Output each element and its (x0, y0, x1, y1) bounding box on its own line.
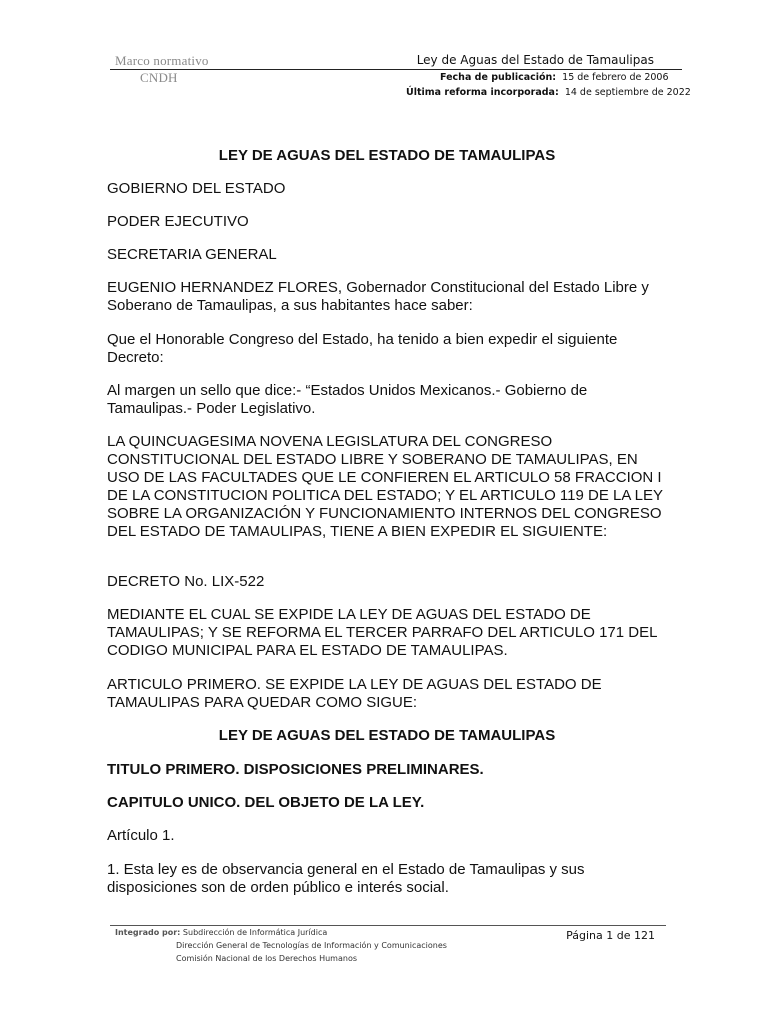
paragraph-congreso: Que el Honorable Congreso del Estado, ha tenido a bien expedir el siguiente Decreto: (107, 331, 618, 366)
footer-label: Integrado por: (115, 928, 181, 937)
header-left-line2: CNDH (140, 70, 178, 85)
paragraph-decreto: DECRETO No. LIX-522 (107, 573, 265, 590)
paragraph-sello: Al margen un sello que dice:- “Estados Unidos Mexicanos.- Gobierno de Tamaulipas.- Poder Legislativo. (107, 382, 588, 417)
footer-line3: Comisión Nacional de los Derechos Humanos (176, 954, 358, 963)
header-document-title: Ley de Aguas del Estado de Tamaulipas (416, 53, 654, 67)
publication-date-label: Fecha de publicación: (440, 72, 557, 83)
paragraph-governor: EUGENIO HERNANDEZ FLORES, Gobernador Constitucional del Estado Libre y Soberano de Tamaulipas, a sus habitantes hace saber: (107, 279, 649, 314)
document-title: LEY DE AGUAS DEL ESTADO DE TAMAULIPAS (218, 147, 556, 164)
header-left-line1: Marco normativo (115, 53, 209, 68)
footer-sub-line1: Subdirección de Informática Jurídica (182, 928, 328, 937)
law-title: LEY DE AGUAS DEL ESTADO DE TAMAULIPAS (218, 727, 556, 744)
last-reform-row (406, 87, 691, 98)
paragraph-legislatura: LA QUINCUAGESIMA NOVENA LEGISLATURA DEL CONGRESO CONSTITUCIONAL DEL ESTADO LIBRE Y SOBERANO DE TAMAULIPAS, EN USO DE LAS FACULTADES QUE LE CONFIEREN EL ARTICULO 58 FRACCION I DE LA CONSTITUCION POLITICA DEL ESTADO; Y EL ARTICULO 119 DE LA LEY SOBRE LA ORGANIZACIÓN Y FUNCIONAMIENTO INTERNOS DEL CONGRESO DEL ESTADO DE TAMAULIPAS, TIENE A BIEN EXPEDIR EL SIGUIENTE: (107, 433, 663, 540)
paragraph-poder: PODER EJECUTIVO (107, 213, 249, 230)
paragraph-mediante: MEDIANTE EL CUAL SE EXPIDE LA LEY DE AGUAS DEL ESTADO DE TAMAULIPAS; Y SE REFORMA EL TERCER PARRAFO DEL ARTICULO 171 DEL CODIGO MUNICIPAL PARA EL ESTADO DE TAMAULIPAS. (107, 606, 657, 659)
publication-date-row (440, 72, 669, 83)
paragraph-articulo-primero: ARTICULO PRIMERO. SE EXPIDE LA LEY DE AGUAS DEL ESTADO DE TAMAULIPAS PARA QUEDAR COMO SIGUE: (107, 676, 602, 711)
footer-rule (110, 925, 666, 926)
last-reform-value: 14 de septiembre de 2022 (564, 87, 691, 98)
footer-line1 (115, 928, 327, 937)
publication-date-value: 15 de febrero de 2006 (562, 72, 669, 83)
capitulo-heading: CAPITULO UNICO. DEL OBJETO DE LA LEY. (107, 794, 425, 811)
header-rule (110, 69, 682, 70)
articulo-heading: Artículo 1. (107, 827, 175, 844)
footer-line2: Dirección General de Tecnologías de Información y Comunicaciones (176, 941, 447, 950)
paragraph-articulo-1: 1. Esta ley es de observancia general en el Estado de Tamaulipas y sus disposiciones son de orden público e interés social. (107, 861, 585, 896)
titulo-heading: TITULO PRIMERO. DISPOSICIONES PRELIMINARES. (107, 761, 484, 778)
paragraph-secretaria: SECRETARIA GENERAL (107, 246, 277, 263)
last-reform-label: Última reforma incorporada: (406, 87, 559, 98)
page-number: Página 1 de 121 (566, 929, 655, 942)
paragraph-gobierno: GOBIERNO DEL ESTADO (107, 180, 286, 197)
